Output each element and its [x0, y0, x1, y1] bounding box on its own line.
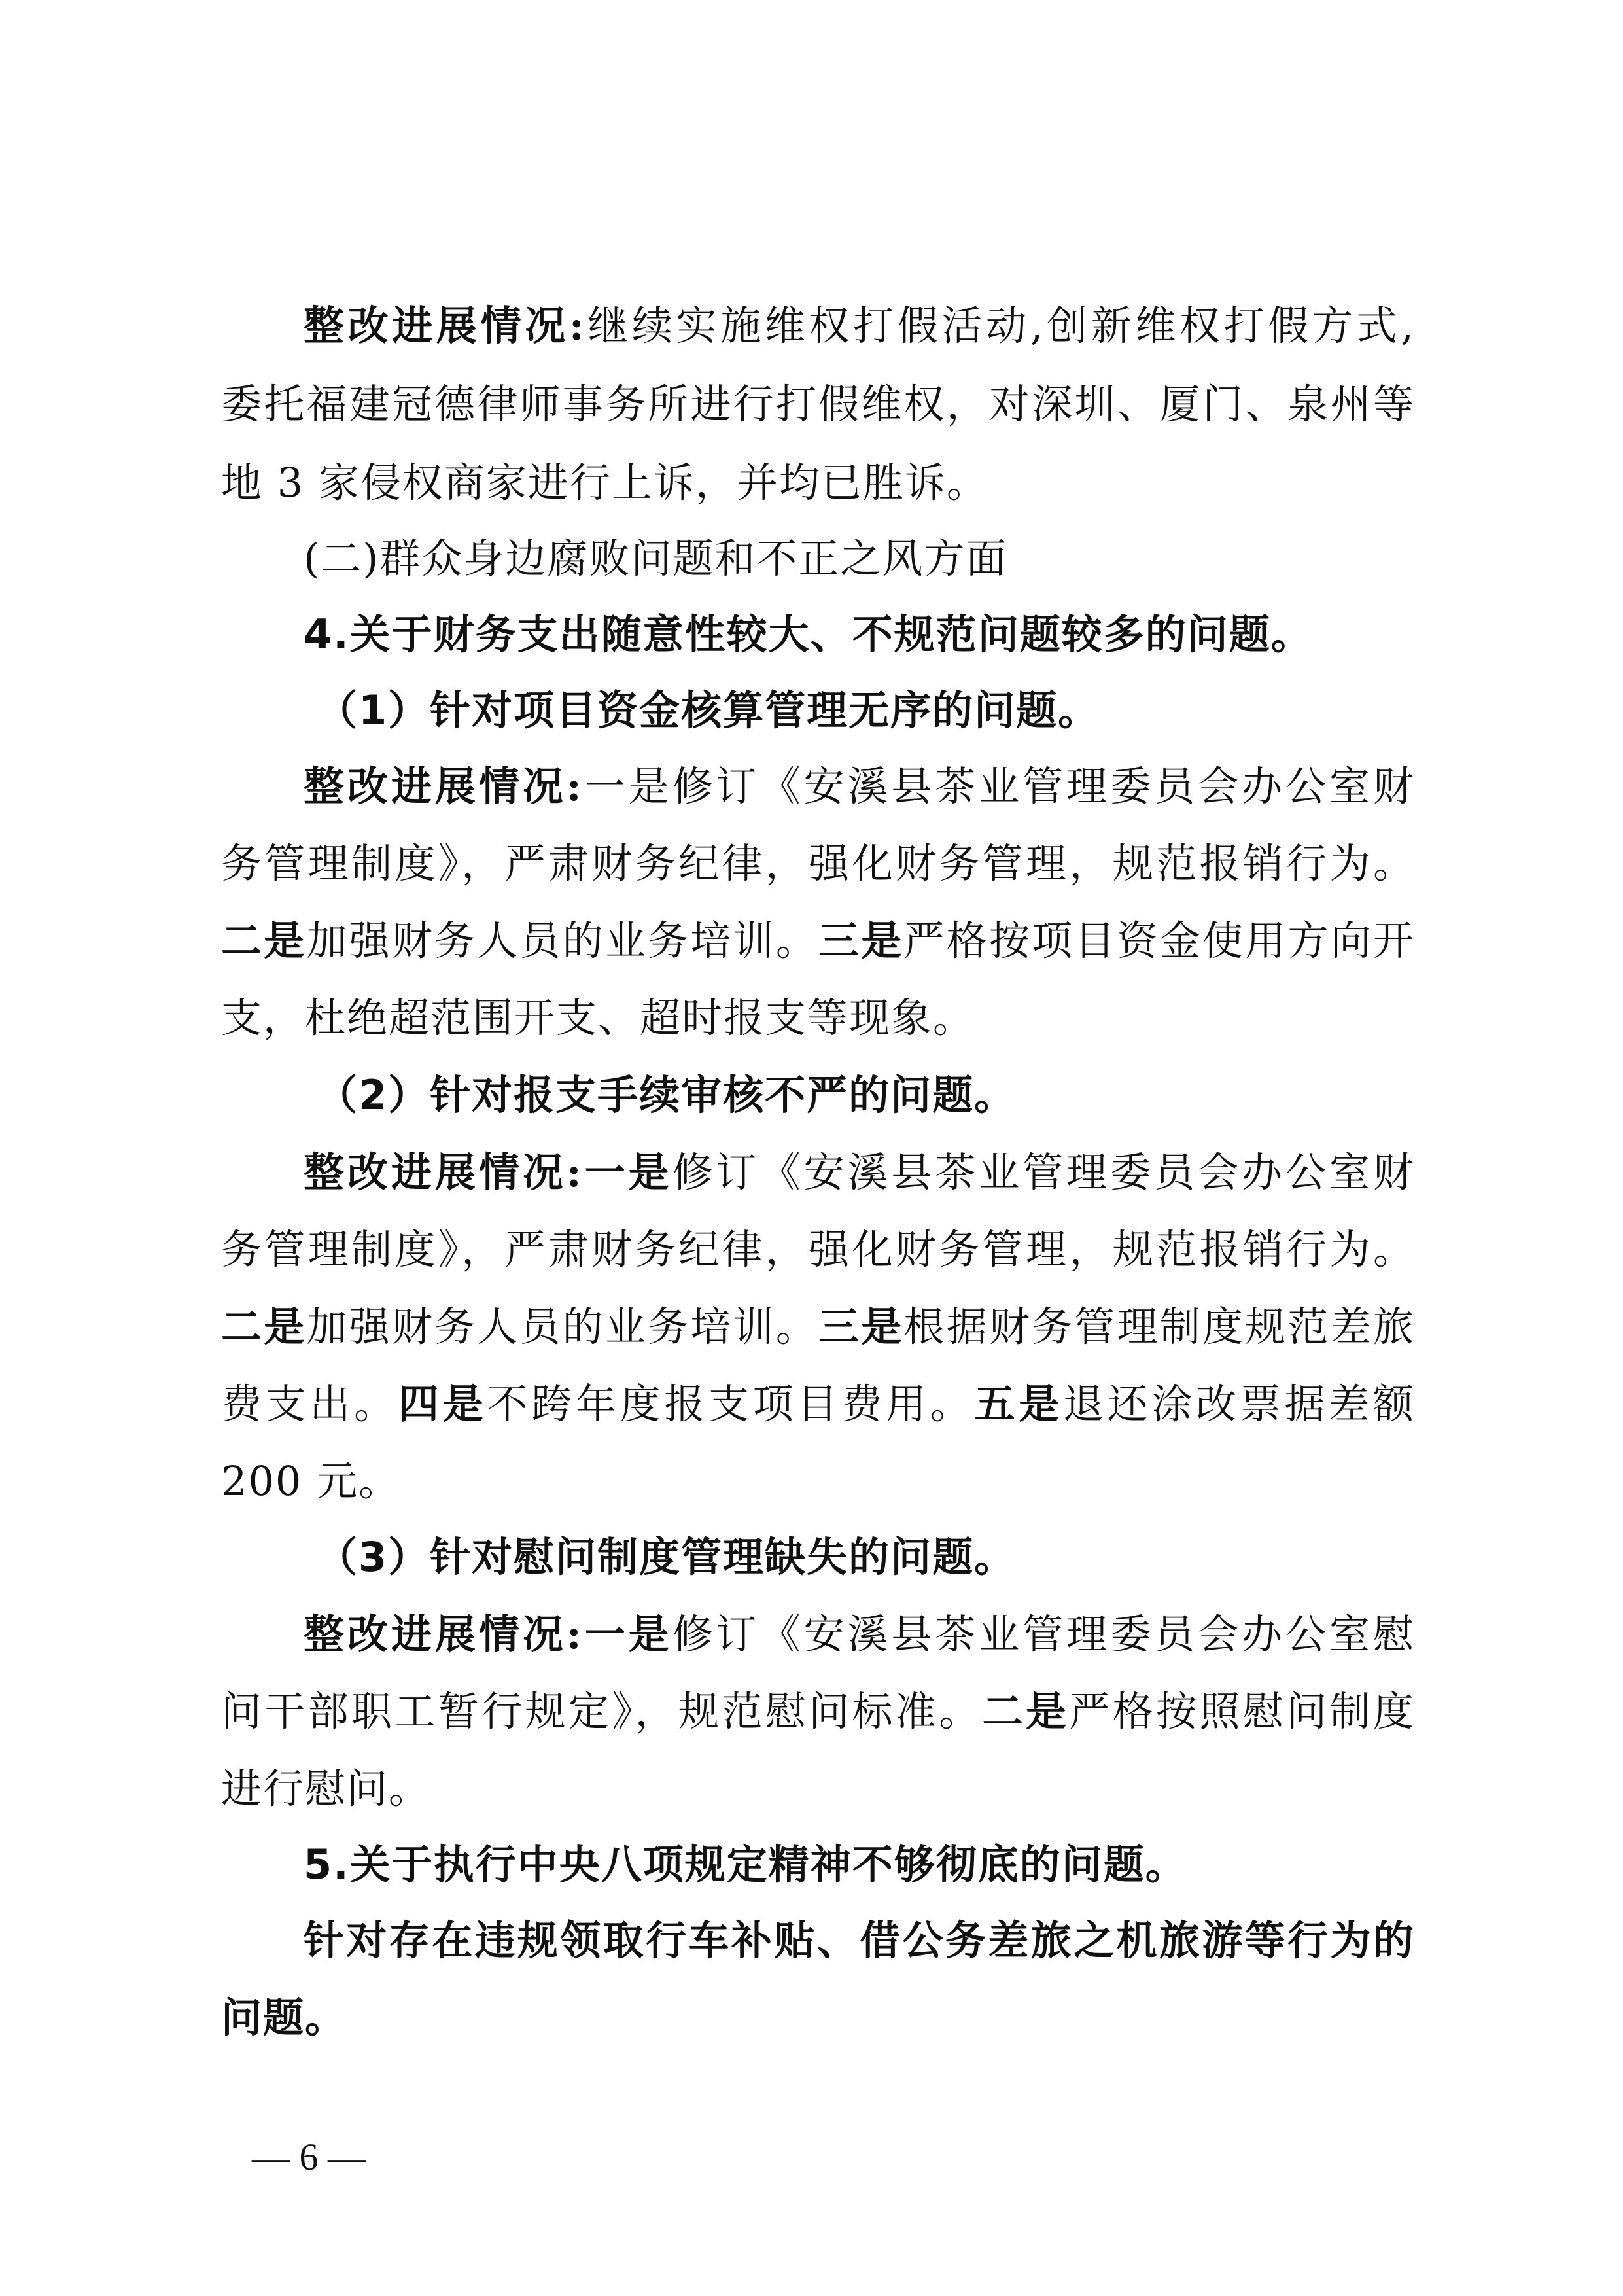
issue-5-title: 5.关于执行中央八项规定精神不够彻底的问题。 — [304, 1841, 1187, 1888]
issue-4-sub-3-title: （3）针对慰问制度管理缺失的问题。 — [317, 1533, 1017, 1581]
page-number: — 6 — — [252, 2136, 366, 2178]
progress-label: 整改进展情况: — [304, 762, 583, 810]
progress-label: 整改进展情况: — [304, 1148, 583, 1196]
issue-4-sub-1-title: （1）针对项目资金核算管理无序的问题。 — [317, 686, 1100, 734]
progress-label: 整改进展情况: — [304, 302, 585, 349]
issue-5-sub-line-2: 问题。 — [221, 1994, 347, 2041]
issue-5-sub-line-1: 针对存在违规领取行车补贴、借公务差旅之机旅游等行为的 — [304, 1916, 1415, 1964]
progress-paragraph-1-line-3: 地 3 家侵权商家进行上诉，并均已胜诉。 — [221, 459, 988, 506]
issue-4-sub-2-line-3: 二是加强财务人员的业务培训。三是根据财务管理制度规范差旅 — [221, 1303, 1415, 1351]
issue-4-sub-2-title: （2）针对报支手续审核不严的问题。 — [317, 1071, 1017, 1119]
progress-paragraph-1-line-2: 委托福建冠德律师事务所进行打假维权，对深圳、厦门、泉州等 — [221, 380, 1415, 428]
issue-4-sub-3-line-2: 问干部职工暂行规定》，规范慰问标准。二是严格按照慰问制度 — [221, 1687, 1415, 1735]
issue-4-title: 4.关于财务支出随意性较大、不规范问题较多的问题。 — [304, 610, 1313, 658]
issue-4-sub-1-line-2: 务管理制度》，严肃财务纪律，强化财务管理，规范报销行为。 — [221, 839, 1415, 887]
issue-4-sub-1-line-1: 整改进展情况:一是修订《安溪县茶业管理委员会办公室财 — [304, 762, 1415, 810]
issue-4-sub-2-line-1: 整改进展情况:一是修订《安溪县茶业管理委员会办公室财 — [304, 1148, 1415, 1196]
progress-label: 整改进展情况: — [304, 1610, 583, 1658]
issue-4-sub-3-line-3: 进行慰问。 — [221, 1765, 431, 1812]
issue-4-sub-1-line-3: 二是加强财务人员的业务培训。三是严格按项目资金使用方向开 — [221, 917, 1415, 964]
progress-paragraph-1-line-1: 整改进展情况:继续实施维权打假活动,创新维权打假方式, — [304, 302, 1415, 349]
issue-4-sub-2-line-5: 200 元。 — [221, 1457, 401, 1505]
issue-4-sub-2-line-2: 务管理制度》，严肃财务纪律，强化财务管理，规范报销行为。 — [221, 1226, 1415, 1273]
section-heading: (二)群众身边腐败问题和不正之风方面 — [304, 535, 1008, 582]
issue-4-sub-1-line-4: 支，杜绝超范围开支、超时报支等现象。 — [221, 994, 975, 1042]
issue-4-sub-3-line-1: 整改进展情况:一是修订《安溪县茶业管理委员会办公室慰 — [304, 1610, 1415, 1658]
issue-4-sub-2-line-4: 费支出。四是不跨年度报支项目费用。五是退还涂改票据差额 — [221, 1380, 1415, 1428]
